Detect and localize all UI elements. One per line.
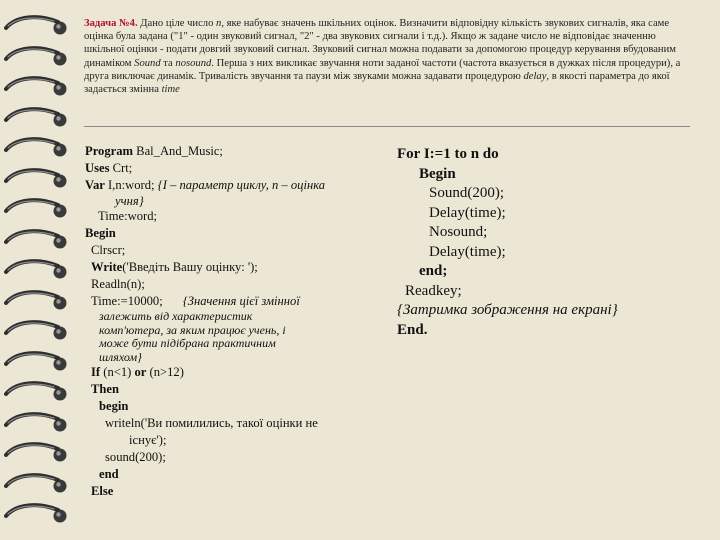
binding-ring-icon bbox=[4, 289, 72, 311]
task-title: Задача №4. bbox=[84, 18, 138, 29]
code-line: Time:word; bbox=[98, 209, 158, 223]
code-line: Program Bal_And_Music; bbox=[85, 144, 223, 158]
binding-ring-icon bbox=[4, 45, 72, 67]
task-description: Задача №4. Дано ціле число n, яке набуває значень шкільних оцінок. Визначити відповідну кількість звукових сигналів, яка саме оцінка була задана ("1" - один звуковий сигнал, "2" - два звукових сигнали і т.д.). Якщо ж задане число не відповідає значенню шкільної оцінки - подати довгий звуковий сигнал. Звуковий сигнал можна подавати за допомогою процедур керування вбудованим динаміком Sound та nosound. Перша з них викликає звучання ноти заданої частоти (частота вказується в дужках після процедури), а друга виключає динамік. Тривалість звучання та паузи між звуками можна задавати процедурою delay, в якості параметра до якої задається змінна time bbox=[84, 18, 681, 96]
binding-rings bbox=[4, 14, 72, 534]
divider-line bbox=[84, 126, 690, 127]
binding-ring-icon bbox=[4, 75, 72, 97]
binding-ring-icon bbox=[4, 106, 72, 128]
code-line: Sound(200); bbox=[429, 185, 504, 201]
binding-ring-icon bbox=[4, 502, 72, 524]
binding-ring-icon bbox=[4, 411, 72, 433]
code-line: Time:=10000; {Значення цієї змінної bbox=[91, 294, 300, 308]
code-line: Nosound; bbox=[429, 224, 488, 240]
code-comment: {I – параметр циклу, n – оцінка bbox=[157, 178, 326, 192]
code-line: writeln('Ви помилились, такої оцінки не bbox=[105, 416, 318, 431]
code-line: Begin bbox=[85, 226, 116, 240]
binding-ring-icon bbox=[4, 472, 72, 494]
code-line: sound(200); bbox=[105, 450, 166, 465]
code-line: begin bbox=[99, 399, 129, 414]
code-line: Else bbox=[91, 484, 114, 499]
code-comment: {Значення цієї змінної bbox=[182, 294, 300, 308]
code-line: end bbox=[99, 467, 119, 482]
binding-ring-icon bbox=[4, 167, 72, 189]
code-line: Readln(n); bbox=[91, 277, 145, 291]
binding-ring-icon bbox=[4, 319, 72, 341]
code-line: Delay(time); bbox=[429, 204, 506, 221]
binding-ring-icon bbox=[4, 258, 72, 280]
code-listing-right bbox=[397, 145, 697, 340]
code-line: end; bbox=[419, 263, 448, 279]
code-line: End. bbox=[397, 321, 428, 338]
code-line: Uses Crt; bbox=[85, 161, 133, 175]
code-line: Clrscr; bbox=[91, 243, 126, 257]
binding-ring-icon bbox=[4, 380, 72, 402]
code-line: Readkey; bbox=[405, 282, 462, 299]
code-line: Write('Введіть Вашу оцінку: '); bbox=[91, 260, 258, 274]
code-comment-block: залежить від характеристик комп'ютера, за яким працює учень, і може бути підібрана практичним шляхом} bbox=[99, 309, 286, 364]
code-comment: {Затримка зображення на екрані} bbox=[397, 302, 618, 318]
binding-ring-icon bbox=[4, 197, 72, 219]
code-comment: учня} bbox=[115, 194, 144, 208]
code-line: If (n<1) or (n>12) bbox=[91, 365, 184, 380]
binding-ring-icon bbox=[4, 441, 72, 463]
code-line: Then bbox=[91, 382, 119, 397]
code-line: Begin bbox=[419, 165, 456, 182]
code-listing-left bbox=[85, 143, 385, 500]
code-line: For I:=1 to n do bbox=[397, 146, 499, 162]
binding-ring-icon bbox=[4, 228, 72, 250]
binding-ring-icon bbox=[4, 350, 72, 372]
code-line: Var I,n:word; {I – параметр циклу, n – оцінка bbox=[85, 178, 326, 192]
code-line: існує'); bbox=[129, 433, 167, 448]
code-line: Delay(time); bbox=[429, 243, 506, 260]
binding-ring-icon bbox=[4, 14, 72, 36]
binding-ring-icon bbox=[4, 136, 72, 158]
